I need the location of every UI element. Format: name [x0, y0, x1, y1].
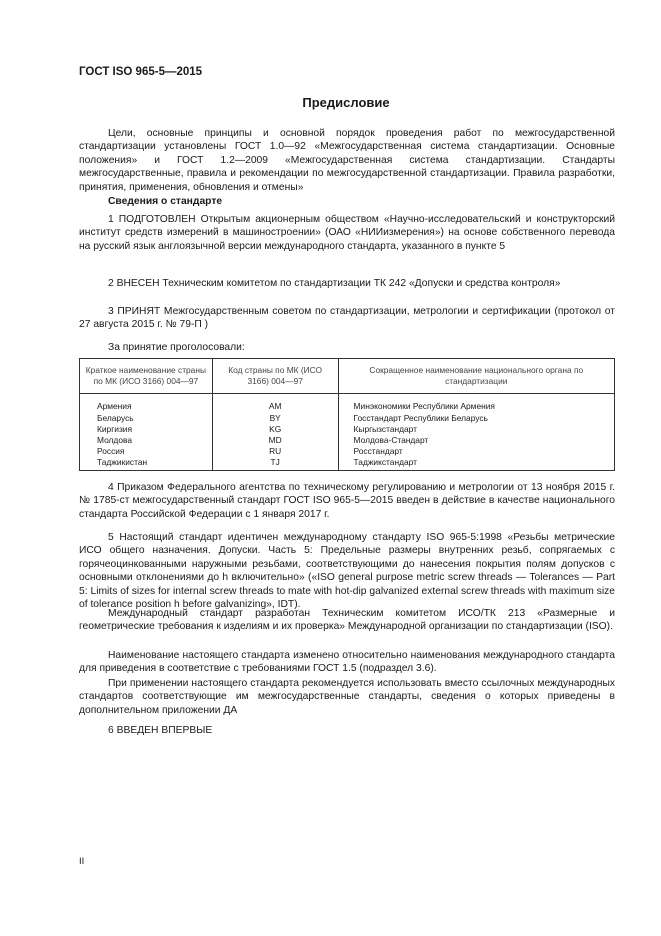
- table-row: [80, 446, 615, 457]
- item-3-paragraph: 3 ПРИНЯТ Межгосударственным советом по стандартизации, метрологии и сертификации (протокол от 27 августа 2015 г. № 79-П ): [79, 306, 615, 331]
- organ-cell: Таджикстандарт: [338, 457, 614, 470]
- item-5-paragraph: 5 Настоящий стандарт идентичен международному стандарту ISO 965-5:1998 «Резьбы метрические ИСО общего назначения. Допуски. Часть 5: Предельные размеры внутренних резьб, сопрягаемых с горячеоцинкованными наружными резьбами, соответствующими до нанесения покрытия полям допусков с основными отклонениями до h включительно» («ISO general purpose metric screw threads — Tolerances — Part 5: Limits of sizes for internal screw threads to mate with hot-dip galvanized external screw threads with maximum size of tolerance position h before galvanizing», IDT).: [79, 532, 615, 611]
- country-cell: Молдова: [80, 435, 213, 446]
- country-cell: Киргизия: [80, 424, 213, 435]
- country-cell: Россия: [80, 446, 213, 457]
- table-row: [80, 424, 615, 435]
- organ-cell: Кыргызстандарт: [338, 424, 614, 435]
- header-code: Код страны по МК (ИСО 3166) 004—97: [212, 359, 338, 394]
- page-title: Предисловие: [302, 95, 390, 110]
- country-cell: Таджикистан: [80, 457, 213, 470]
- code-cell: RU: [212, 446, 338, 457]
- code-cell: AM: [212, 394, 338, 413]
- organ-cell: Росстандарт: [338, 446, 614, 457]
- table-row: [80, 457, 615, 470]
- item-5-references-paragraph: При применении настоящего стандарта рекомендуется использовать вместо ссылочных международных стандартов соответствующие им межгосударственные стандарты, сведения о которых приведены в дополнительном приложении ДА: [79, 678, 615, 716]
- item-1-paragraph: 1 ПОДГОТОВЛЕН Открытым акционерным обществом «Научно-исследовательский и конструкторский институт средств измерений в машиностроении» (ОАО «НИИизмерения») на основе собственного перевода на русский язык англоязычной версии международного стандарта, указанного в пункте 5: [79, 214, 615, 252]
- intro-paragraph: Цели, основные принципы и основной порядок проведения работ по межгосударственной стандартизации установлены ГОСТ 1.0—92 «Межгосударственная система стандартизации. Основные положения» и ГОСТ 1.2—2009 «Межгосударственная система стандартизации. Стандарты межгосударственные, правила и рекомендации по межгосударственной стандартизации. Правила разработки, принятия, применения, обновления и отмены»: [79, 128, 615, 193]
- item-2-paragraph: 2 ВНЕСЕН Техническим комитетом по стандартизации ТК 242 «Допуски и средства контроля»: [108, 278, 561, 289]
- country-cell: Беларусь: [80, 413, 213, 424]
- vote-label: За принятие проголосовали:: [108, 342, 245, 353]
- voting-table: [79, 358, 615, 466]
- table-header-row: [80, 359, 615, 394]
- code-cell: TJ: [212, 457, 338, 470]
- code-cell: BY: [212, 413, 338, 424]
- item-5-name-change-paragraph: Наименование настоящего стандарта изменено относительно наименования международного стандарта для приведения в соответствие с требованиями ГОСТ 1.5 (подраздел 3.6).: [79, 650, 615, 675]
- item-6-paragraph: 6 ВВЕДЕН ВПЕРВЫЕ: [108, 725, 213, 736]
- section-heading: Сведения о стандарте: [108, 196, 223, 207]
- document-header: ГОСТ ISO 965-5—2015: [79, 66, 203, 78]
- organ-cell: Минэкономики Республики Армения: [338, 394, 614, 413]
- item-5-committee-paragraph: Международный стандарт разработан Техническим комитетом ИСО/ТК 213 «Размерные и геометрические требования к изделиям и их проверка» Международной организации по стандартизации (ISO).: [79, 608, 615, 633]
- header-organ: Сокращенное наименование национального органа по стандартизации: [338, 359, 614, 394]
- table-row: [80, 413, 615, 424]
- item-4-paragraph: 4 Приказом Федерального агентства по техническому регулированию и метрологии от 13 ноября 2015 г. № 1785-ст межгосударственный стандарт ГОСТ ISO 965-5—2015 введен в действие в качестве национального стандарта Российской Федерации с 1 января 2017 г.: [79, 482, 615, 520]
- organ-cell: Молдова-Стандарт: [338, 435, 614, 446]
- country-cell: Армения: [80, 394, 213, 413]
- code-cell: MD: [212, 435, 338, 446]
- page-number: II: [79, 856, 85, 867]
- organ-cell: Госстандарт Республики Беларусь: [338, 413, 614, 424]
- table-row: [80, 394, 615, 413]
- voting-table-grid: [79, 358, 615, 471]
- code-cell: KG: [212, 424, 338, 435]
- header-country: Краткое наименование страны по МК (ИСО 3166) 004—97: [80, 359, 213, 394]
- table-row: [80, 435, 615, 446]
